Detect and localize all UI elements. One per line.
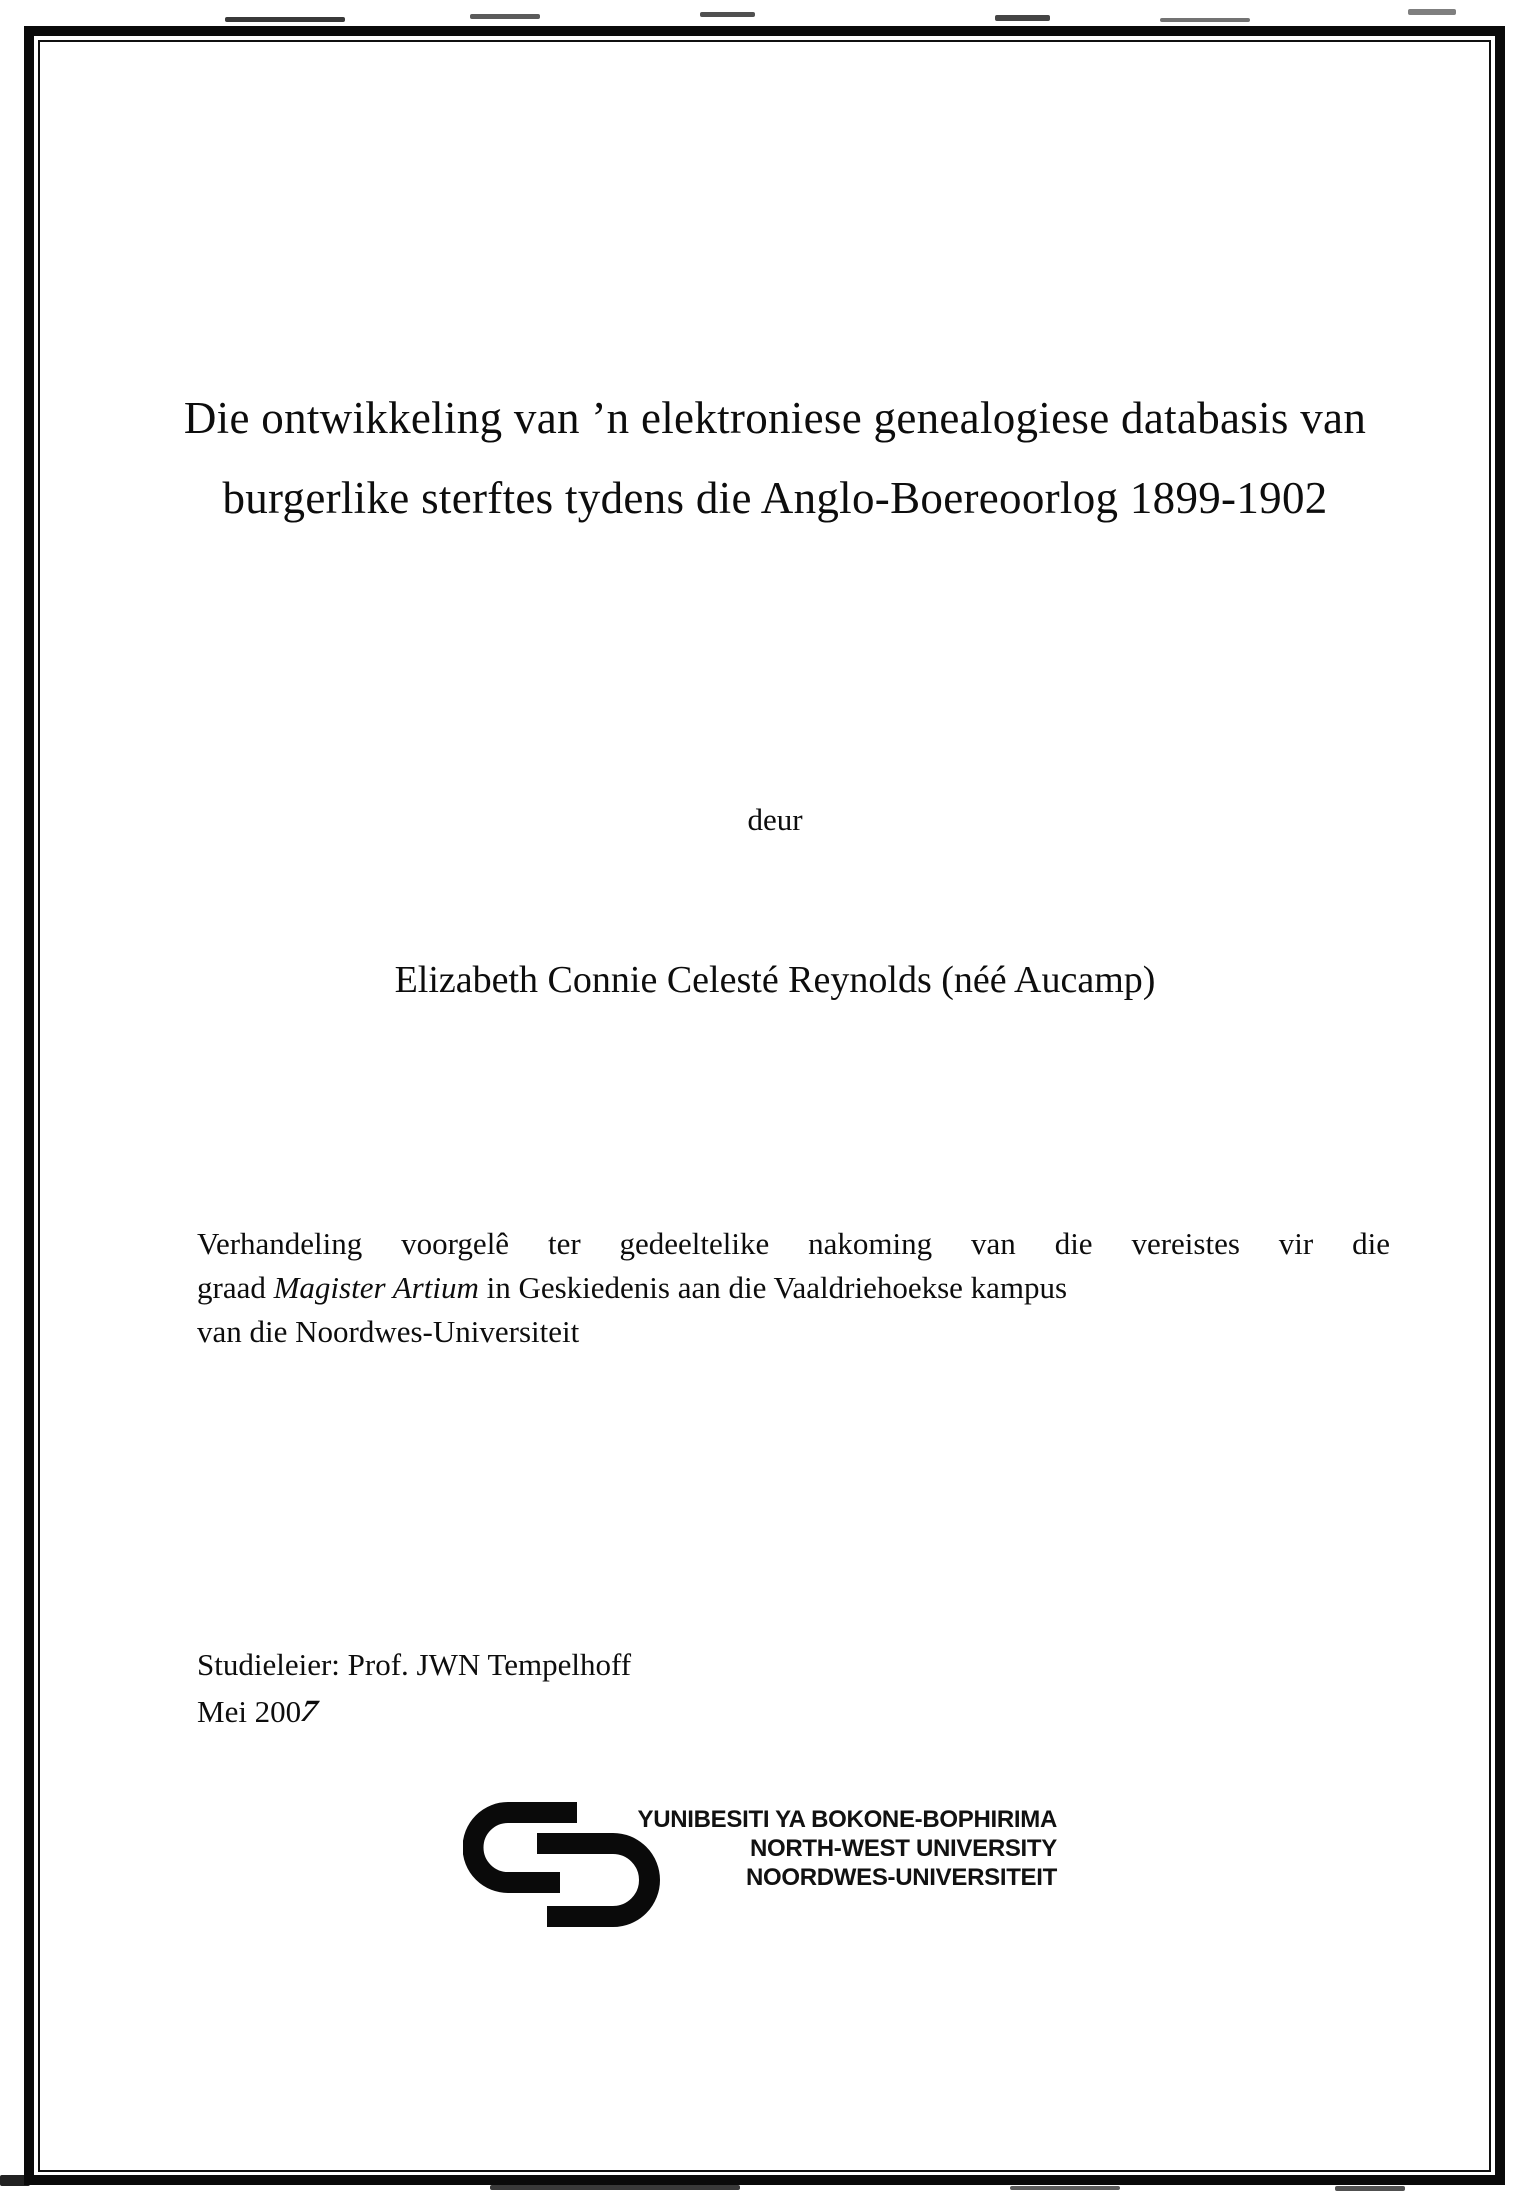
- degree-statement: [197, 1222, 1390, 1354]
- byline-deur: deur: [747, 802, 803, 837]
- scan-artifact: [1160, 18, 1250, 22]
- date-prefix: Mei 200: [197, 1694, 302, 1729]
- date-last-digit: 7: [295, 1693, 324, 1728]
- scan-artifact: [225, 17, 345, 22]
- degree-name-italic: Magister Artium: [273, 1270, 479, 1305]
- scan-artifact: [1010, 2186, 1120, 2190]
- university-logo: [463, 1800, 1103, 1940]
- supervisor-line: Studieleier: Prof. JWN Tempelhoff: [197, 1647, 632, 1682]
- scan-artifact: [995, 15, 1050, 21]
- scan-artifact: [490, 2185, 740, 2190]
- scan-artifact: [700, 12, 755, 17]
- author-name: Elizabeth Connie Celesté Reynolds (néé Aucamp): [394, 959, 1156, 1001]
- scan-artifact: [470, 14, 540, 19]
- degree-statement-line2: [197, 1266, 1390, 1310]
- university-logo-text: [563, 1805, 1057, 1892]
- degree-statement-line3: van die Noordwes-Universiteit: [197, 1314, 580, 1349]
- thesis-title-line2: burgerlike sterftes tydens die Anglo-Boereoorlog 1899-1902: [222, 473, 1328, 523]
- logo-text-afrikaans: NOORDWES-UNIVERSITEIT: [745, 1864, 1057, 1891]
- degree-statement-line1: Verhandeling voorgelê ter gedeeltelike nakoming van die vereistes vir die: [197, 1226, 1390, 1261]
- date-line: [197, 1692, 1097, 1732]
- scan-artifact: [1408, 9, 1456, 15]
- logo-text-english: NORTH-WEST UNIVERSITY: [749, 1835, 1057, 1862]
- logo-text-setswana: YUNIBESITI YA BOKONE-BOPHIRIMA: [637, 1806, 1057, 1833]
- scan-artifact: [1335, 2186, 1405, 2191]
- degree-statement-line2-prefix: graad: [197, 1270, 274, 1305]
- thesis-title-line1: Die ontwikkeling van ’n elektroniese genealogiese databasis van: [183, 393, 1367, 443]
- thesis-title: [160, 378, 1390, 538]
- degree-statement-line2-suffix: in Geskiedenis aan die Vaaldriehoekse kampus: [478, 1270, 1068, 1305]
